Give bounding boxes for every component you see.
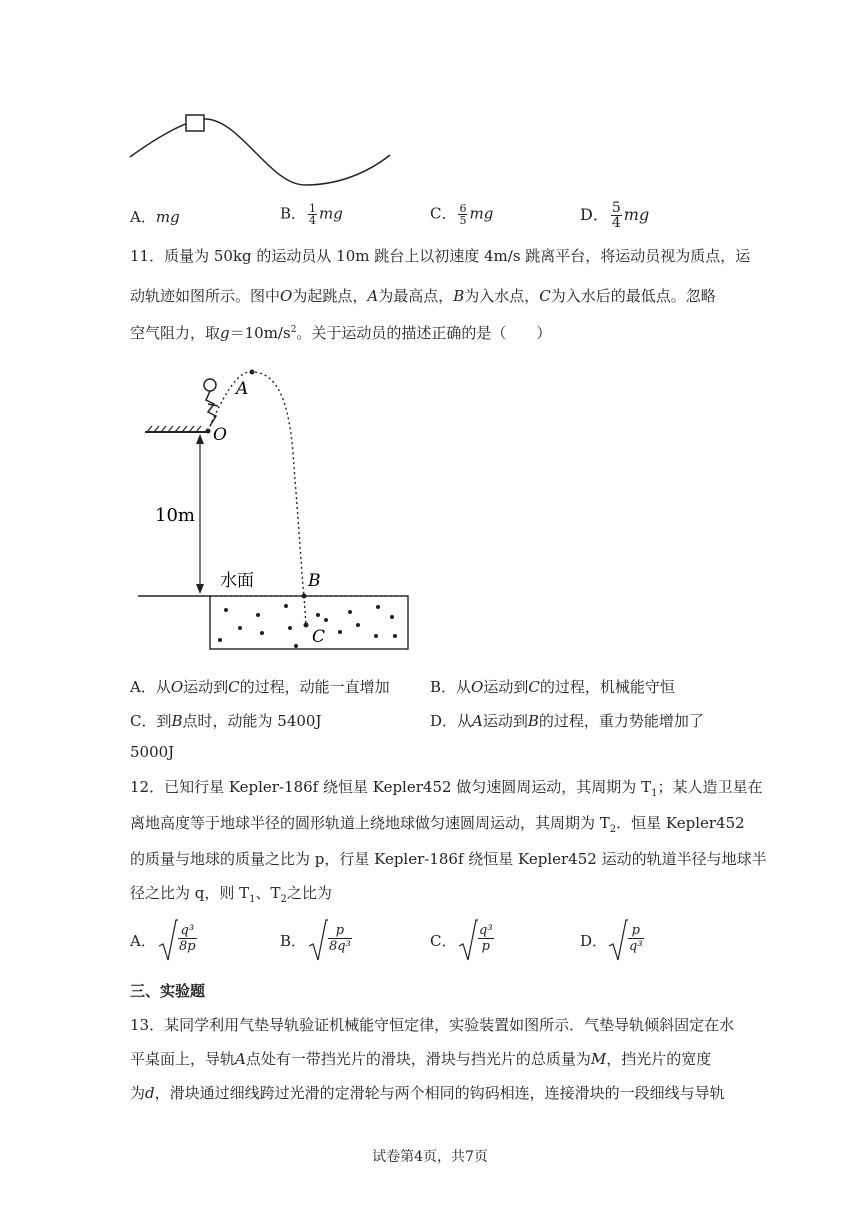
q10-option-d[interactable]: D． $\frac{5}{4}$ mg [580,200,650,231]
q12-line-2: 离地高度等于地球半径的圆形轨道上绕地球做匀速圆周运动，其周期为 $T_2$．恒星 Kepler452 [130,814,745,835]
svg-text:B: B [308,571,321,591]
diver-icon [204,379,218,426]
q11-option-d[interactable]: D．从A运动到B的过程，重力势能增加了 [430,712,704,730]
trajectory [208,372,304,596]
svg-text:水面: 水面 [220,571,254,591]
q11-line-3: 空气阻力，取$g=10m/s^2$。关于运动员的描述正确的是（ ） [130,324,552,342]
q10-option-a[interactable]: A．mg [130,208,180,226]
section-title: 三、实验题 [130,982,206,1000]
block [186,115,204,131]
wave-curve [130,119,390,185]
point-b [302,594,307,599]
svg-text:A: A [236,379,249,399]
q12-line-4: 径之比为 q，则 $T_1$、$T_2$之比为 [130,884,332,905]
svg-text:C: C [312,627,326,647]
point-a [250,370,255,375]
page-footer: 试卷第4页，共7页 [372,1149,488,1165]
q13-line-3: 为d，滑块通过细线跨过光滑的定滑轮与两个相同的钩码相连，连接滑块的一段细线与导轨 [130,1084,725,1102]
q10-option-c[interactable]: C． $\frac{6}{5}$ mg [430,202,494,227]
q10-option-b[interactable]: B． $\frac{1}{4}$ mg [280,202,343,227]
q11-option-c[interactable]: C．到B点时，动能为 5400J [130,712,322,730]
svg-text:10m: 10m [155,505,195,526]
q12-line-3: 的质量与地球的质量之比为 p，行星 Kepler-186f 绕恒星 Kepler452 运动的轨道半径与地球半 [130,850,767,868]
q12-line-1: 12．已知行星 Kepler-186f 绕恒星 Kepler452 做匀速圆周运动，其周期为 $T_1$；某人造卫星在 [130,778,763,799]
q11-line-2: 动轨迹如图所示。图中O为起跳点，A为最高点，B为入水点，C为入水后的最低点。忽略 [130,287,716,305]
q11-option-d-cont: 5000J [130,743,175,761]
point-c [304,623,309,628]
wave-track-figure [120,105,400,190]
q11-line-1: 11．质量为 50kg 的运动员从 10m 跳台上以初速度 4m/s 跳离平台，将运动员视为质点，运 [130,247,751,265]
q13-line-1: 13．某同学利用气垫导轨验证机械能守恒定律，实验装置如图所示．气垫导轨倾斜固定在水 [130,1016,735,1034]
q11-option-b[interactable]: B．从O运动到C的过程，机械能守恒 [430,678,675,696]
diving-figure [130,360,420,660]
q13-line-2: 平桌面上，导轨A点处有一带挡光片的滑块，滑块与挡光片的总质量为M，挡光片的宽度 [130,1050,712,1068]
q11-option-a[interactable]: A．从O运动到C的过程，动能一直增加 [130,678,390,696]
svg-text:O: O [213,425,227,445]
